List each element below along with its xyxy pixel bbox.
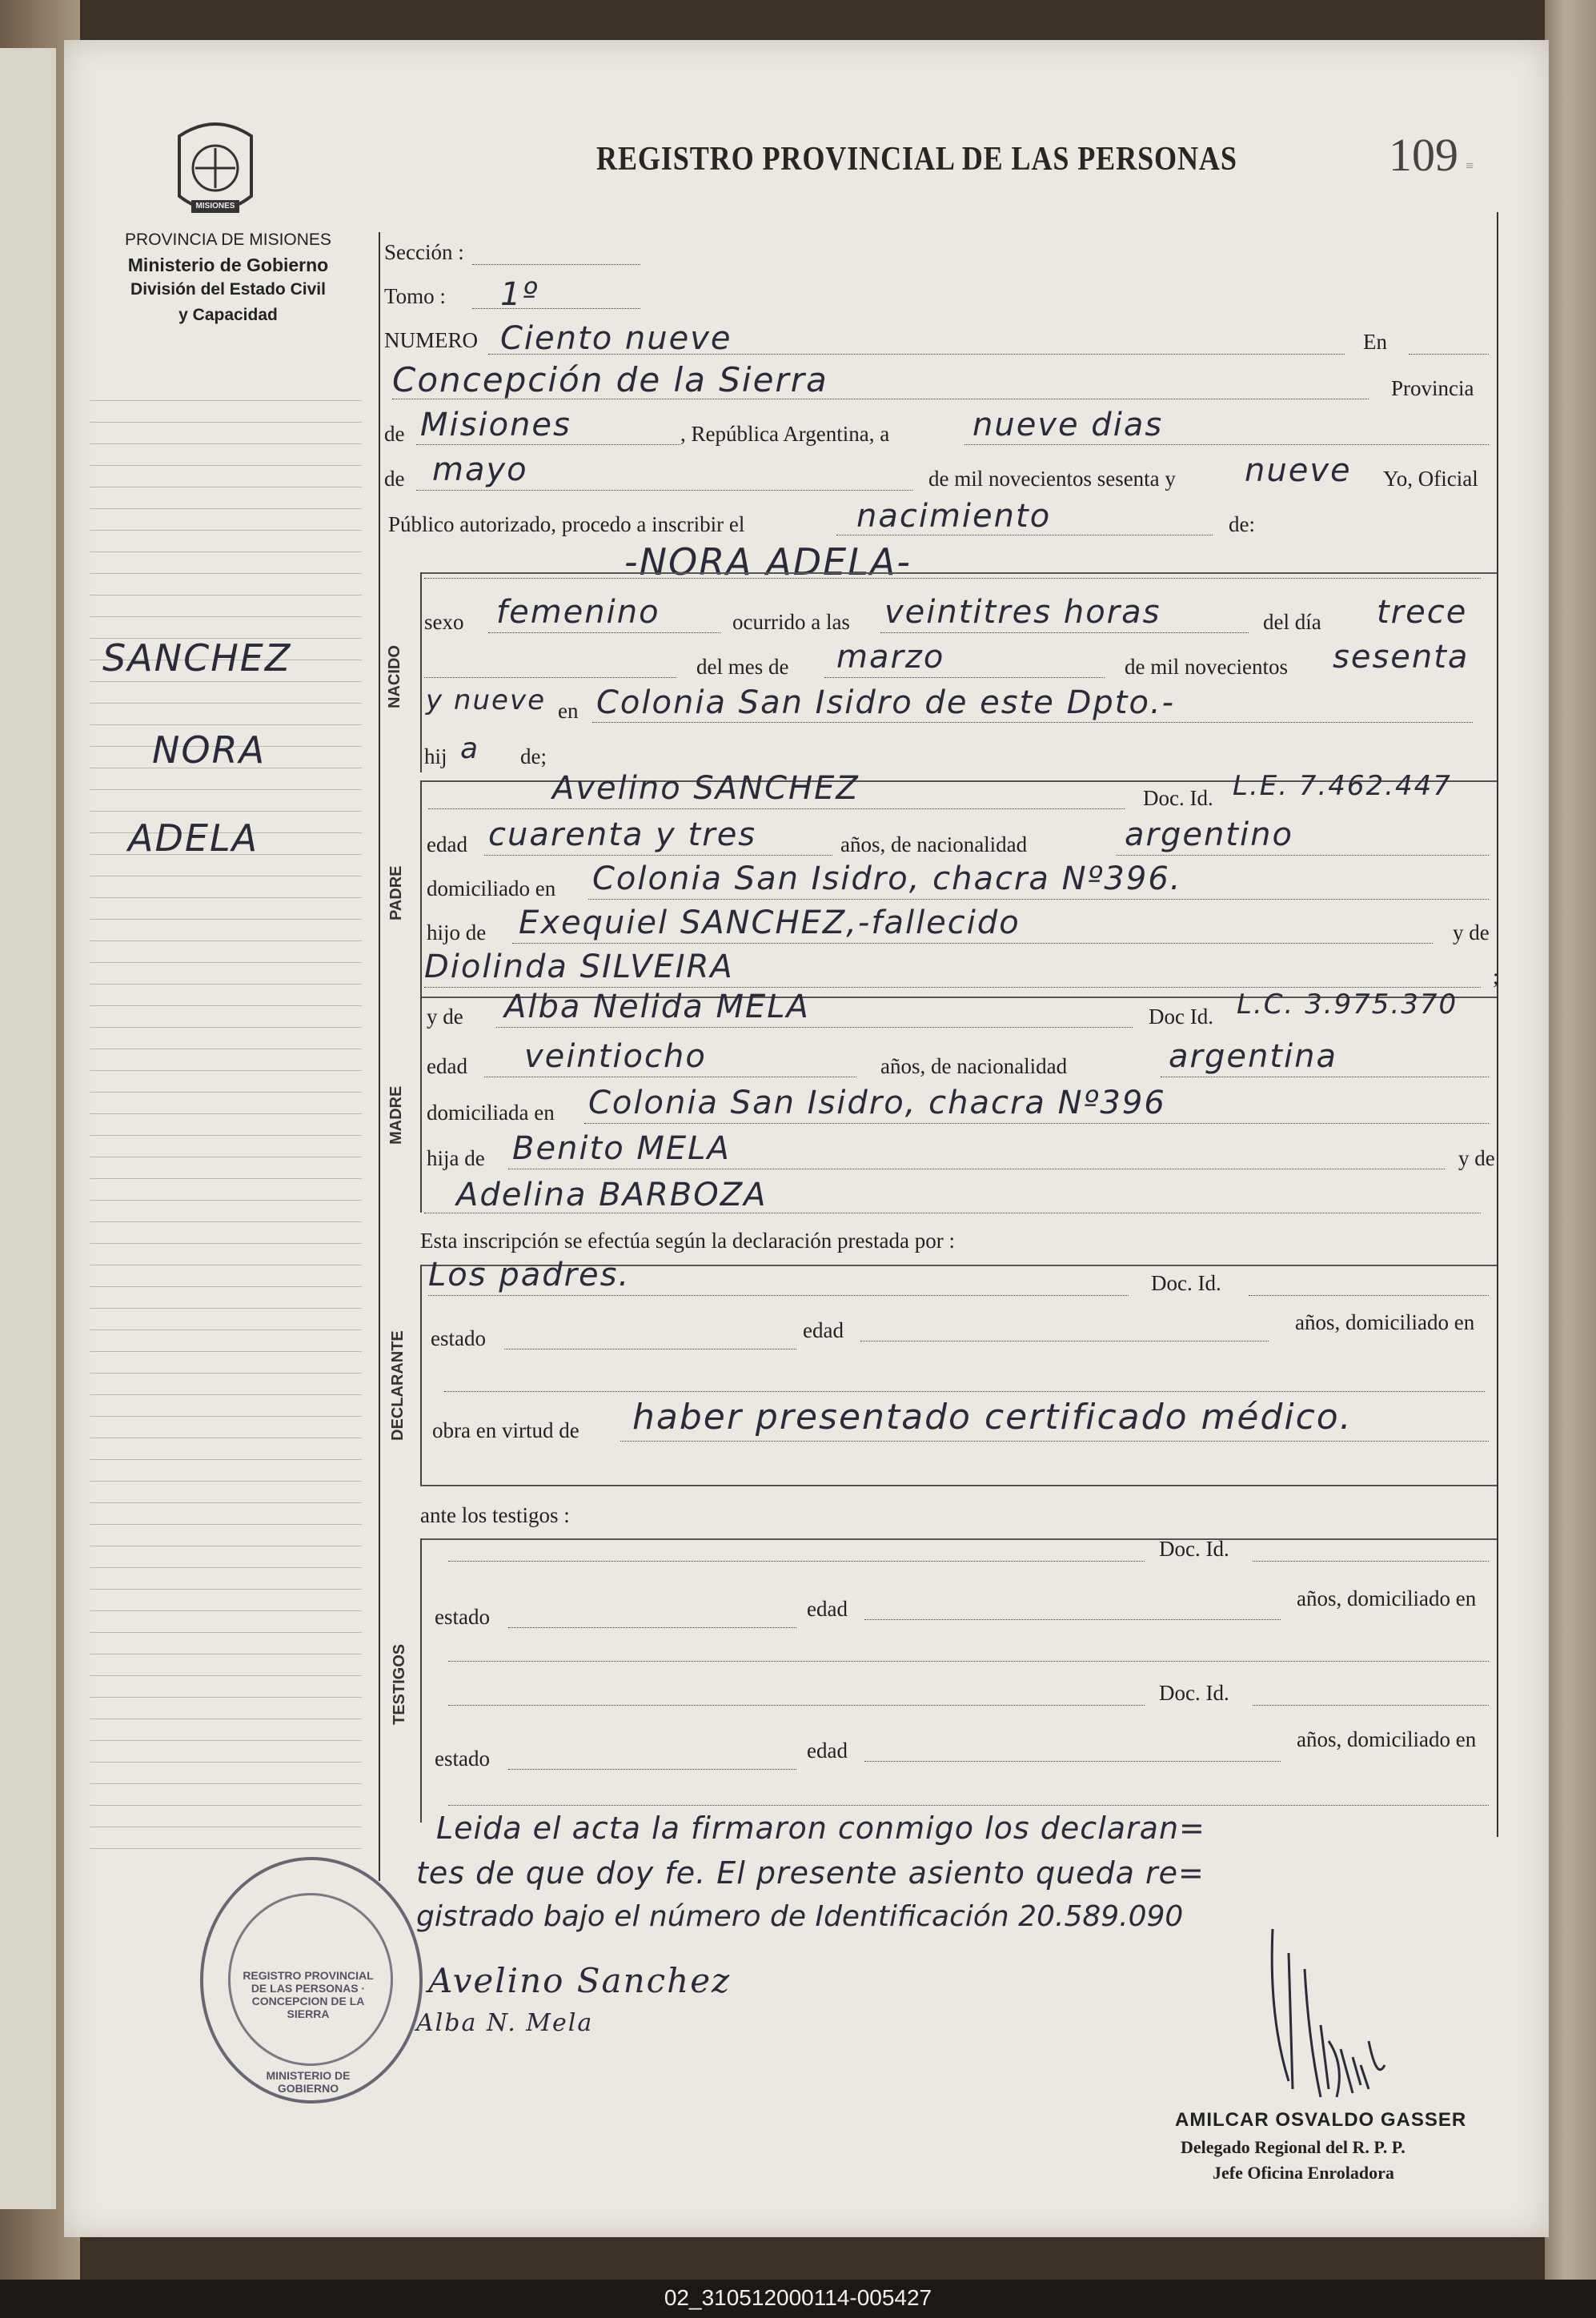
provincia-label: Provincia <box>1391 376 1474 400</box>
madre-nac-label: años, de nacionalidad <box>880 1054 1068 1078</box>
testigo1-estado-line <box>508 1627 796 1628</box>
padre-doc-value: L.E. 7.462.447 <box>1233 770 1452 802</box>
margin-ruled-line <box>90 1502 362 1503</box>
nombre-line <box>424 578 1481 579</box>
margin-ruled-line <box>90 789 362 790</box>
margin-ruled-line <box>90 1308 362 1309</box>
margin-ruled-line <box>90 1135 362 1136</box>
y-de3-label: y de <box>1458 1146 1495 1170</box>
semicolon-mark: ; <box>1493 964 1499 989</box>
ocurrido-label: ocurrido a las <box>732 610 850 634</box>
sexo-label: sexo <box>424 610 464 634</box>
firma-alba: Alba N. Mela <box>416 2009 594 2037</box>
margin-ruled-line <box>90 1762 362 1763</box>
page-number: 109 ≡ <box>1389 129 1474 181</box>
provincia-value: Misiones <box>420 407 571 443</box>
hija-de-label: hija de <box>427 1146 485 1170</box>
publico-label: Público autorizado, procedo a inscribir el <box>388 512 745 536</box>
padre-nac-label: años, de nacionalidad <box>840 832 1028 856</box>
firma-avelino: Avelino Sanchez <box>428 1961 732 2000</box>
signatory-role2: Jefe Oficina Enroladora <box>1213 2163 1394 2183</box>
mes-nac-left-line <box>424 677 676 678</box>
hora-value: veintitres horas <box>884 594 1161 631</box>
declarante-section-label: DECLARANTE <box>389 1330 407 1441</box>
margin-ruled-line <box>90 1394 362 1395</box>
padre-doc-label: Doc. Id. <box>1143 786 1213 810</box>
page-title: REGISTRO PROVINCIAL DE LAS PERSONAS <box>596 141 1237 178</box>
margin-ruled-line <box>90 1848 362 1849</box>
inscripcion-label: Esta inscripción se efectúa según la declaración prestada por : <box>420 1229 955 1253</box>
madre-domic-line <box>584 1123 1489 1124</box>
ministry-line: Ministerio de Gobierno <box>127 255 329 275</box>
anio-nac2-value: y nueve <box>426 684 546 716</box>
signatory-role1: Delegado Regional del R. P. P. <box>1181 2137 1406 2157</box>
republica-label: , República Argentina, a <box>680 422 890 446</box>
y-de-label: y de <box>1453 920 1490 944</box>
margin-ruled-line <box>90 616 362 617</box>
madre-section-label: MADRE <box>387 1085 405 1145</box>
margin-ruled-line <box>90 919 362 920</box>
testigo2-anos-label: años, domiciliado en <box>1297 1727 1477 1751</box>
margin-ruled-line <box>90 1070 362 1071</box>
seal-bottom-text: MINISTERIO DE GOBIERNO <box>266 2069 351 2095</box>
margin-ruled-line <box>90 465 362 466</box>
madre-domic-label: domiciliada en <box>427 1101 555 1125</box>
del-mes-label: del mes de <box>696 655 789 679</box>
margin-ruled-line <box>90 1481 362 1482</box>
anio-value: nueve <box>1245 452 1352 489</box>
crest-label: MISIONES <box>195 202 235 211</box>
cierre-line3: gistrado bajo el número de Identificación 20.589.090 <box>416 1900 1184 1933</box>
sexo-value: femenino <box>496 594 660 631</box>
madre-edad-value: veintiocho <box>524 1038 707 1075</box>
official-signature <box>1249 1921 1425 2105</box>
madre-nombre-line <box>496 1027 1133 1028</box>
testigo1-doc-label: Doc. Id. <box>1159 1537 1229 1561</box>
testigo1-domic-line <box>448 1661 1489 1662</box>
margin-divider <box>379 232 380 1881</box>
margin-ruled-line <box>90 1697 362 1698</box>
capacidad-line: y Capacidad <box>178 306 278 324</box>
numero-line <box>488 354 1345 355</box>
margin-ruled-line <box>90 1373 362 1374</box>
margin-surname: SANCHEZ <box>102 636 292 680</box>
margin-ruled-line <box>90 1805 362 1806</box>
acto-value: nacimiento <box>856 498 1052 535</box>
mes-value: mayo <box>432 451 528 488</box>
padre-nombre-value: Avelino SANCHEZ <box>552 770 860 807</box>
hij-suffix: a <box>460 732 480 765</box>
testigos-section-label: TESTIGOS <box>391 1643 408 1725</box>
dia-line <box>964 444 1489 445</box>
testigo2-estado-label: estado <box>435 1747 490 1771</box>
tomo-value: 1º <box>500 276 539 313</box>
seccion-line <box>472 264 640 265</box>
padre-domic-label: domiciliado en <box>427 876 556 900</box>
margin-ruled-line <box>90 1675 362 1676</box>
declarante-domic-line <box>444 1391 1485 1392</box>
declarante-doc-label: Doc. Id. <box>1151 1271 1221 1295</box>
margin-ruled-line <box>90 400 362 401</box>
madre-nombre-value: Alba Nelida MELA <box>504 989 810 1025</box>
province-line: PROVINCIA DE MISIONES <box>125 231 331 249</box>
tomo-label: Tomo : <box>384 284 446 308</box>
nacido-section-label: NACIDO <box>386 645 403 708</box>
abuelo-pat-value: Exequiel SANCHEZ,-fallecido <box>519 904 1021 941</box>
madre-bracket <box>420 997 422 1213</box>
testigos-top-rule <box>420 1538 1497 1540</box>
obra-value: haber presentado certificado médico. <box>632 1397 1353 1438</box>
abuelo-mat-value: Benito MELA <box>512 1130 731 1167</box>
padre-edad-label: edad <box>427 832 467 856</box>
testigo1-edad-label: edad <box>807 1597 848 1621</box>
declarante-bottom-rule <box>420 1485 1497 1486</box>
yo-oficial-label: Yo, Oficial <box>1383 467 1478 491</box>
mes-nac-line <box>824 677 1105 678</box>
declarante-value: Los padres. <box>428 1257 631 1293</box>
nacido-top-rule <box>420 572 1497 574</box>
declarante-estado-label: estado <box>431 1326 486 1350</box>
margin-ruled-line <box>90 1740 362 1741</box>
margin-ruled-line <box>90 1243 362 1244</box>
de-label: de <box>384 422 405 446</box>
right-border <box>1497 212 1498 1837</box>
margin-ruled-line <box>90 1178 362 1179</box>
madre-doc-label: Doc Id. <box>1149 1005 1213 1029</box>
testigo1-line <box>448 1561 1145 1562</box>
abuelo-pat-line <box>512 943 1433 944</box>
madre-edad-label: edad <box>427 1054 467 1078</box>
margin-ruled-line <box>90 984 362 985</box>
margin-ruled-line <box>90 940 362 941</box>
numero-value: Ciento nueve <box>500 320 732 357</box>
nacido-bracket <box>420 572 422 772</box>
testigo1-anos-label: años, domiciliado en <box>1297 1586 1477 1610</box>
margin-ruled-line <box>90 1329 362 1330</box>
margin-ruled-line <box>90 573 362 574</box>
margin-ruled-line <box>90 1589 362 1590</box>
padre-nac-value: argentino <box>1125 816 1293 853</box>
testigo2-edad-label: edad <box>807 1738 848 1763</box>
testigo1-edad-line <box>864 1619 1281 1620</box>
margin-ruled-line <box>90 1200 362 1201</box>
testigos-bracket <box>420 1538 422 1823</box>
padre-edad-value: cuarenta y tres <box>488 816 757 853</box>
madre-domic-value: Colonia San Isidro, chacra Nº396 <box>588 1085 1166 1121</box>
margin-ruled-line <box>90 422 362 423</box>
declarante-doc-line <box>1249 1295 1489 1296</box>
margin-ruled-line <box>90 530 362 531</box>
margin-ruled-line <box>90 897 362 898</box>
padre-edad-line <box>484 855 832 856</box>
margin-ruled-line <box>90 1632 362 1633</box>
testigo1-doc-line <box>1253 1561 1489 1562</box>
numero-label: NUMERO <box>384 328 479 352</box>
hora-line <box>880 632 1249 633</box>
dia-nac-value: trece <box>1377 594 1468 631</box>
hijo-de-label: hijo de <box>427 920 487 944</box>
abuela-pat-line <box>424 987 1481 988</box>
del-dia-label: del día <box>1263 610 1321 634</box>
seccion-label: Sección : <box>384 240 464 264</box>
madre-doc-value: L.C. 3.975.370 <box>1237 989 1458 1021</box>
testigo2-doc-line <box>1253 1705 1489 1706</box>
lugar-nac-value: Colonia San Isidro de este Dpto.- <box>596 684 1176 721</box>
signatory-name: AMILCAR OSVALDO GASSER <box>1175 2109 1467 2131</box>
ante-testigos-label: ante los testigos : <box>420 1503 570 1527</box>
margin-ruled-line <box>90 1027 362 1028</box>
margin-ruled-line <box>90 1113 362 1114</box>
abuela-mat-value: Adelina BARBOZA <box>456 1177 768 1213</box>
margin-ruled-line <box>90 962 362 963</box>
file-id: 02_310512000114-005427 <box>664 2285 932 2310</box>
margin-ruled-line <box>90 1092 362 1093</box>
hij-label: hij <box>424 744 447 768</box>
de-semi-label: de; <box>520 744 547 768</box>
margin-name1: NORA <box>152 728 267 772</box>
padre-domic-line <box>588 899 1489 900</box>
mes-line <box>416 490 912 491</box>
sexo-line <box>488 632 720 633</box>
testigo2-doc-label: Doc. Id. <box>1159 1681 1229 1705</box>
mil-novecientos-label: de mil novecientos sesenta y <box>928 467 1176 491</box>
margin-ruled-line <box>90 1524 362 1525</box>
margin-ruled-line <box>90 811 362 812</box>
declarante-anos-label: años, domiciliado en <box>1295 1310 1475 1334</box>
obra-label: obra en virtud de <box>432 1418 579 1442</box>
padre-nombre-line <box>428 808 1125 809</box>
anio-nac1-value: sesenta <box>1333 639 1470 676</box>
obra-line <box>620 1441 1489 1442</box>
de-colon-label: de: <box>1229 512 1255 536</box>
en2-label: en <box>558 699 579 723</box>
declarante-edad-label: edad <box>803 1318 844 1342</box>
lugar-nac-line <box>592 722 1473 723</box>
madre-y-de-label: y de <box>427 1005 463 1029</box>
cierre-line1: Leida el acta la firmaron conmigo los declaran= <box>436 1811 1205 1846</box>
margin-ruled-line <box>90 1221 362 1222</box>
margin-ruled-line <box>90 1005 362 1006</box>
testigo2-estado-line <box>508 1769 796 1770</box>
margin-ruled-line <box>90 1718 362 1719</box>
margin-ruled-line <box>90 1610 362 1611</box>
margin-name2: ADELA <box>128 816 259 860</box>
lugar-value: Concepción de la Sierra <box>392 360 828 399</box>
margin-ruled-line <box>90 551 362 552</box>
abuela-pat-value: Diolinda SILVEIRA <box>424 948 734 985</box>
margin-ruled-line <box>90 681 362 682</box>
declarante-line <box>428 1295 1129 1296</box>
margin-ruled-line <box>90 1459 362 1460</box>
padre-domic-value: Colonia San Isidro, chacra Nº396. <box>592 860 1182 897</box>
declarante-bracket <box>420 1265 422 1485</box>
margin-ruled-line <box>90 703 362 704</box>
margin-ruled-line <box>90 1416 362 1417</box>
margin-ruled-line <box>90 595 362 596</box>
margin-ruled-line <box>90 1351 362 1352</box>
testigo1-estado-label: estado <box>435 1605 490 1629</box>
margin-ruled-line <box>90 443 362 444</box>
de2-label: de <box>384 467 405 491</box>
margin-ruled-line <box>90 508 362 509</box>
en-label: En <box>1363 330 1387 354</box>
nombre-value: -NORA ADELA- <box>624 540 912 584</box>
testigo2-domic-line <box>448 1805 1489 1806</box>
cierre-line2: tes de que doy fe. El presente asiento queda re= <box>416 1855 1205 1891</box>
padre-nac-line <box>1117 855 1489 856</box>
padre-bracket <box>420 780 422 1009</box>
margin-ruled-line <box>90 724 362 725</box>
margin-ruled-line <box>90 1286 362 1287</box>
testigo2-line <box>448 1705 1145 1706</box>
book-cover-edge <box>1545 0 1596 2318</box>
tomo-line <box>472 308 640 309</box>
division-line: División del Estado Civil <box>130 280 326 299</box>
mes-nac-value: marzo <box>836 639 945 676</box>
padre-section-label: PADRE <box>387 865 405 920</box>
provincia-line <box>416 444 680 445</box>
de-mil-nov-label: de mil novecientos <box>1125 655 1288 679</box>
seal-text: REGISTRO PROVINCIAL DE LAS PERSONAS · CONCEPCION DE LA SIERRA <box>243 1969 374 2020</box>
madre-nac-value: argentina <box>1169 1038 1337 1075</box>
testigo2-edad-line <box>864 1761 1281 1762</box>
margin-ruled-line <box>90 1567 362 1568</box>
previous-page-edge <box>0 48 56 2209</box>
dia-value: nueve dias <box>972 407 1164 443</box>
margin-ruled-line <box>90 1783 362 1784</box>
en-line <box>1409 354 1489 355</box>
